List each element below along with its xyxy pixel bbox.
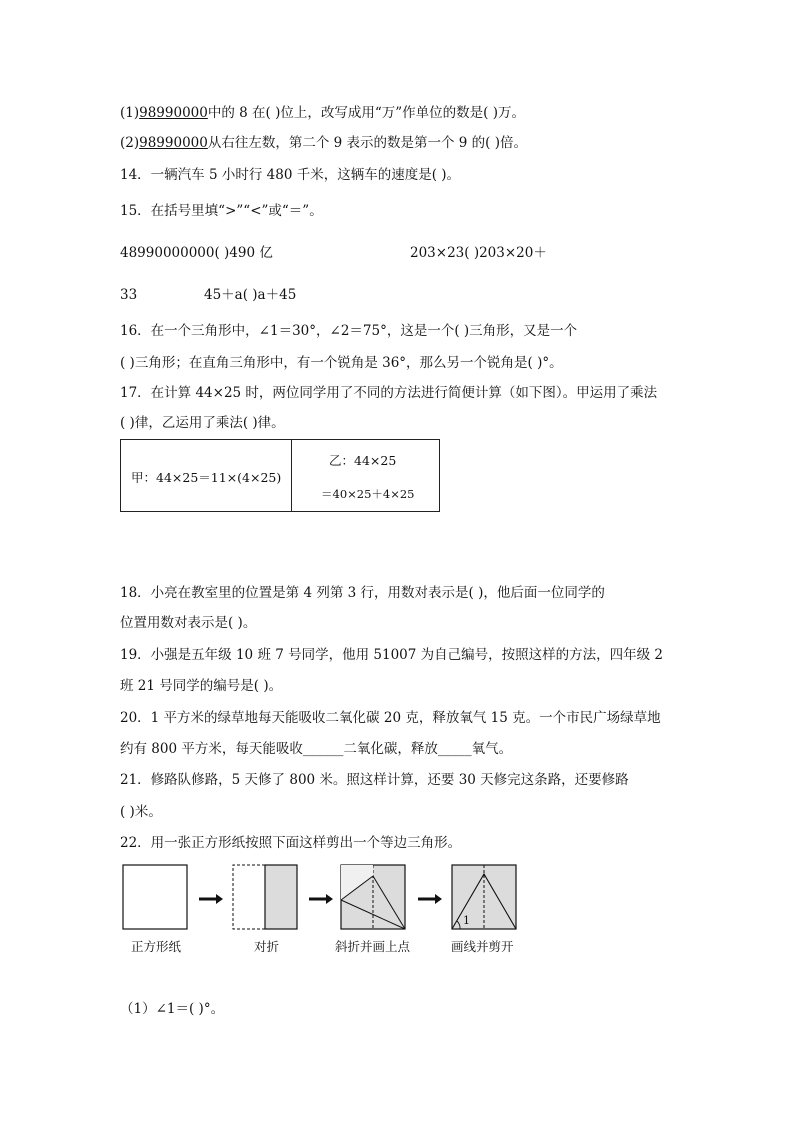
q17-method-box bbox=[120, 439, 440, 512]
q15-compare-1: 48990000000( )490 亿 bbox=[120, 245, 273, 261]
arrow-icon bbox=[199, 894, 223, 904]
q18-line2: 位置用数对表示是( )。 bbox=[120, 615, 257, 631]
q13-p2-text: 从右往左数，第二个 9 表示的数是第一个 9 的( )倍。 bbox=[207, 135, 528, 151]
q17-line2: ( )律，乙运用了乘法( )律。 bbox=[120, 415, 285, 431]
q13-part2 bbox=[120, 134, 527, 152]
q17-yi-line1 bbox=[329, 451, 396, 469]
arrow-icon bbox=[309, 894, 333, 904]
q15-compare-2: 203×23( )203×20＋ bbox=[410, 245, 547, 261]
q19-line2: 班 21 号同学的编号是( )。 bbox=[120, 678, 283, 694]
q21-line1: 21．修路队修路，5 天修了 800 米。照这样计算，还要 30 天修完这条路，还要修路 bbox=[120, 772, 629, 788]
q15-compare-3: 45＋a( )a＋45 bbox=[204, 287, 297, 303]
q19-line1: 19．小强是五年级 10 班 7 号同学，他用 51007 为自己编号，按照这样的方法，四年级 2 bbox=[120, 647, 664, 663]
q16-line1: 16．在一个三角形中，∠1＝30°，∠2＝75°，这是一个( )三角形，又是一个 bbox=[120, 323, 578, 339]
q13-part1 bbox=[120, 104, 525, 122]
q15-compare-2-cont: 33 bbox=[120, 287, 138, 303]
q21-line2: ( )米。 bbox=[120, 804, 162, 820]
oblique-fold-paper bbox=[341, 865, 405, 929]
q20-line1: 20．1 平方米的绿草地每天能吸收二氧化碳 20 克，释放氧气 15 克。一个市民广场绿草地 bbox=[120, 710, 661, 726]
angle-1-label: 1 bbox=[463, 914, 470, 927]
q22-sub1: （1）∠1＝( )°。 bbox=[120, 1001, 225, 1017]
draw-and-cut-paper bbox=[452, 865, 516, 929]
q13-p1-number: 98990000 bbox=[139, 105, 208, 121]
arrow-icon bbox=[418, 894, 442, 904]
q17-yi-expr: 44×25 bbox=[354, 453, 397, 468]
q17-box-divider bbox=[291, 440, 292, 511]
caption-fold-half: 对折 bbox=[254, 939, 280, 954]
q17-yi-line2: ＝40×25＋4×25 bbox=[321, 487, 415, 501]
q17-line1: 17．在计算 44×25 时，两位同学用了不同的方法进行简便计算（如下图）。甲运用了乘法 bbox=[120, 385, 658, 401]
q17-jia-method: 甲：44×25＝11×(4×25) bbox=[131, 470, 282, 485]
q18-line1: 18．小亮在教室里的位置是第 4 列第 3 行，用数对表示是( )，他后面一位同学的 bbox=[120, 585, 605, 601]
caption-square-paper: 正方形纸 bbox=[131, 939, 182, 954]
q13-p1-text: 中的 8 在( )位上，改写成用“万”作单位的数是( )万。 bbox=[207, 105, 525, 121]
q13-p1-prefix: (1) bbox=[120, 105, 140, 121]
caption-draw-cut: 画线并剪开 bbox=[451, 939, 514, 954]
q15-title: 15．在括号里填“>”“<”或“＝”。 bbox=[120, 203, 323, 219]
q16-line2: ( )三角形；在直角三角形中，有一个锐角是 36°，那么另一个锐角是( )°。 bbox=[120, 355, 563, 371]
q13-p2-prefix: (2) bbox=[120, 135, 140, 151]
square-paper bbox=[123, 865, 187, 929]
caption-oblique-fold: 斜折并画上点 bbox=[335, 939, 411, 954]
folded-half-paper bbox=[233, 865, 297, 929]
q22-folding-figure bbox=[120, 862, 540, 932]
q20-line2: 约有 800 平方米，每天能吸收______二氧化碳，释放_____氧气。 bbox=[120, 741, 513, 757]
q22-title: 22．用一张正方形纸按照下面这样剪出一个等边三角形。 bbox=[120, 835, 462, 851]
q13-p2-number: 98990000 bbox=[139, 135, 208, 151]
q17-yi-label: 乙： bbox=[329, 453, 355, 468]
q14: 14．一辆汽车 5 小时行 480 千米，这辆车的速度是( )。 bbox=[120, 167, 461, 183]
